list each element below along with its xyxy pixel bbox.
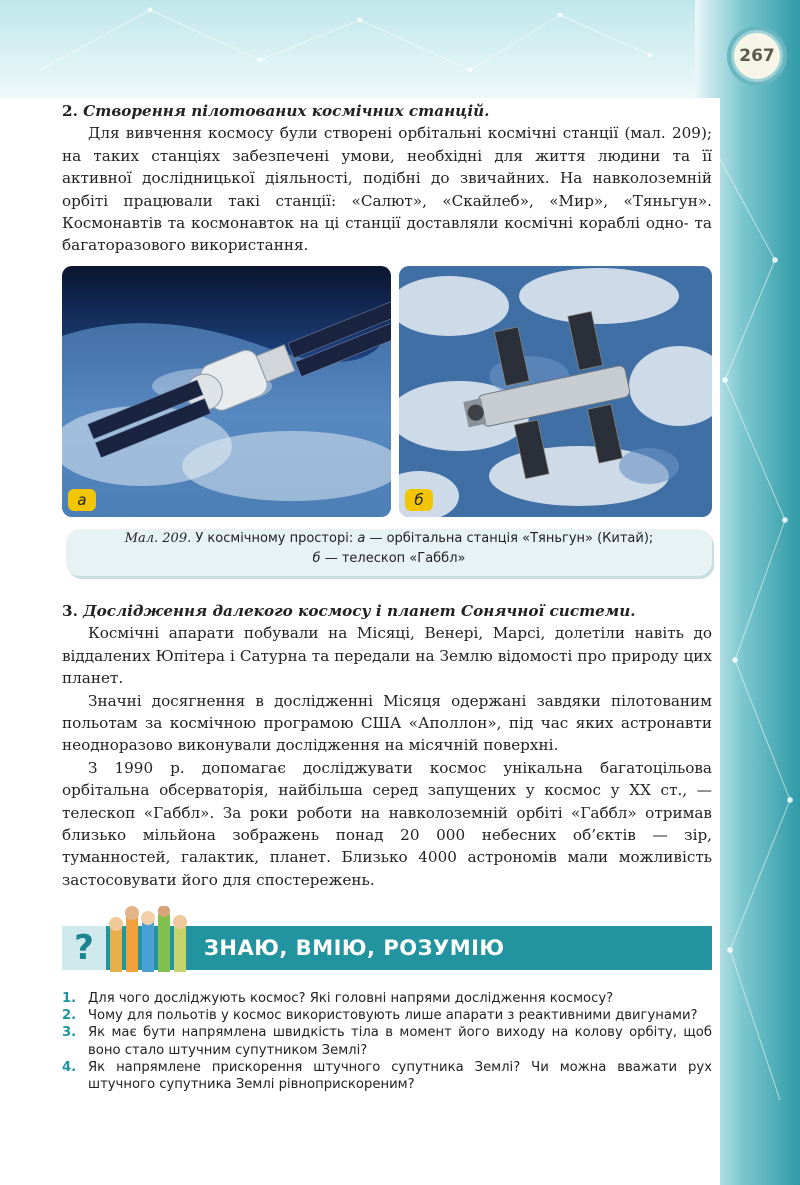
question-text: Як напрямлене прискорення штучного супутника Землі? Чи можна вважати рух штучного супутника Землі рівноприскореним? [88, 1059, 712, 1093]
caption-a-text: — орбітальна станція «Тяньгун» (Китай); [365, 531, 654, 546]
know-section-title: ЗНАЮ, ВМІЮ, РОЗУМІЮ [204, 936, 505, 960]
section-3-number: 3. [62, 602, 78, 620]
question-text: Чому для польотів у космос використовують лише апарати з реактивними двигунами? [88, 1008, 698, 1024]
section-3-paragraph-1: Космічні апарати побували на Місяці, Венері, Марсі, долетіли навіть до віддалених Юпітера і Сатурна та передали на Землю відомості про природу цих планет. [62, 624, 712, 688]
caption-b-text: — телескоп «Габбл» [320, 551, 466, 566]
section-3-title: Дослідження далекого космосу і планет Сонячної системи [83, 602, 631, 620]
network-pattern-icon [0, 0, 800, 98]
caption-line-1 [66, 529, 712, 549]
caption-a-letter: а [357, 531, 366, 546]
section-3-paragraph-3: З 1990 р. допомагає досліджувати космос унікальна багатоцільова орбітальна обсерваторія, найбільша серед запущених у космос у ХХ ст., — телескоп «Габбл». За роки роботи на навколоземній орбіті «Габбл» отримав близько мільйона зображень понад 20 000 небесних об’єктів — зір, туманностей, галактик, планет. Близько 4000 астрономів мали можливість застосовувати його для спостережень. [62, 758, 712, 889]
section-2-title-end: . [484, 102, 490, 120]
caption-label: Мал. 209. [124, 531, 192, 546]
question-number: 3. [62, 1025, 77, 1041]
section-3-title-end: . [630, 602, 636, 620]
photo-hubble [399, 266, 712, 517]
list-item [62, 1024, 712, 1058]
page-number: 267 [731, 30, 783, 82]
photo-label-a: а [68, 489, 96, 511]
section-3-heading [62, 600, 712, 622]
list-item [62, 1059, 712, 1093]
raised-hands-icon [104, 906, 196, 972]
question-text: Як має бути напрямлена швидкість тіла в момент його виходу на колову орбіту, щоб воно стало штучним супутником Землі? [88, 1025, 712, 1058]
section-2-heading [62, 100, 712, 122]
caption-line-2 [66, 549, 712, 569]
caption-b-letter: б [312, 551, 321, 566]
photo-tiangong [62, 266, 391, 517]
section-3-paragraph-2: Значні досягнення в дослідженні Місяця одержані завдяки пілотованим польотам за космічною програмою США «Аполлон», під час яких астронавти неодноразово виконували дослідження на місячній поверхні. [62, 691, 712, 755]
list-item [62, 990, 712, 1007]
question-number: 2. [62, 1008, 77, 1024]
section-3 [62, 600, 712, 891]
section-2-paragraph: Для вивчення космосу були створені орбітальні космічні станції (мал. 209); на таких станціях забезпечені умови, необхідні для життя людини та її активної дослідницької діяльності, подібні до звичайних. На навколоземній орбіті працювали такі станції: «Салют», «Скайлеб», «Мир», «Тяньгун». Космонавтів та космонавток на ці станції доставляли космічні кораблі одно- та багаторазового використання. [62, 124, 712, 255]
space-station-photo-icon [62, 266, 391, 517]
photo-label-b: б [405, 489, 433, 511]
question-number: 1. [62, 991, 77, 1006]
review-questions-list [62, 990, 712, 1093]
page-header-band [0, 0, 800, 98]
section-2-title: Створення пілотованих космічних станцій [83, 102, 485, 120]
section-2-number: 2. [62, 102, 78, 120]
figure-caption [66, 529, 712, 576]
question-text: Для чого досліджують космос? Які головні напрями дослідження космосу? [88, 991, 614, 1006]
list-item [62, 1007, 712, 1024]
caption-intro: У космічному просторі: [191, 531, 358, 546]
question-number: 4. [62, 1059, 77, 1075]
question-mark-icon: ? [62, 926, 106, 970]
hubble-telescope-photo-icon [399, 266, 712, 517]
section-2 [62, 100, 712, 257]
